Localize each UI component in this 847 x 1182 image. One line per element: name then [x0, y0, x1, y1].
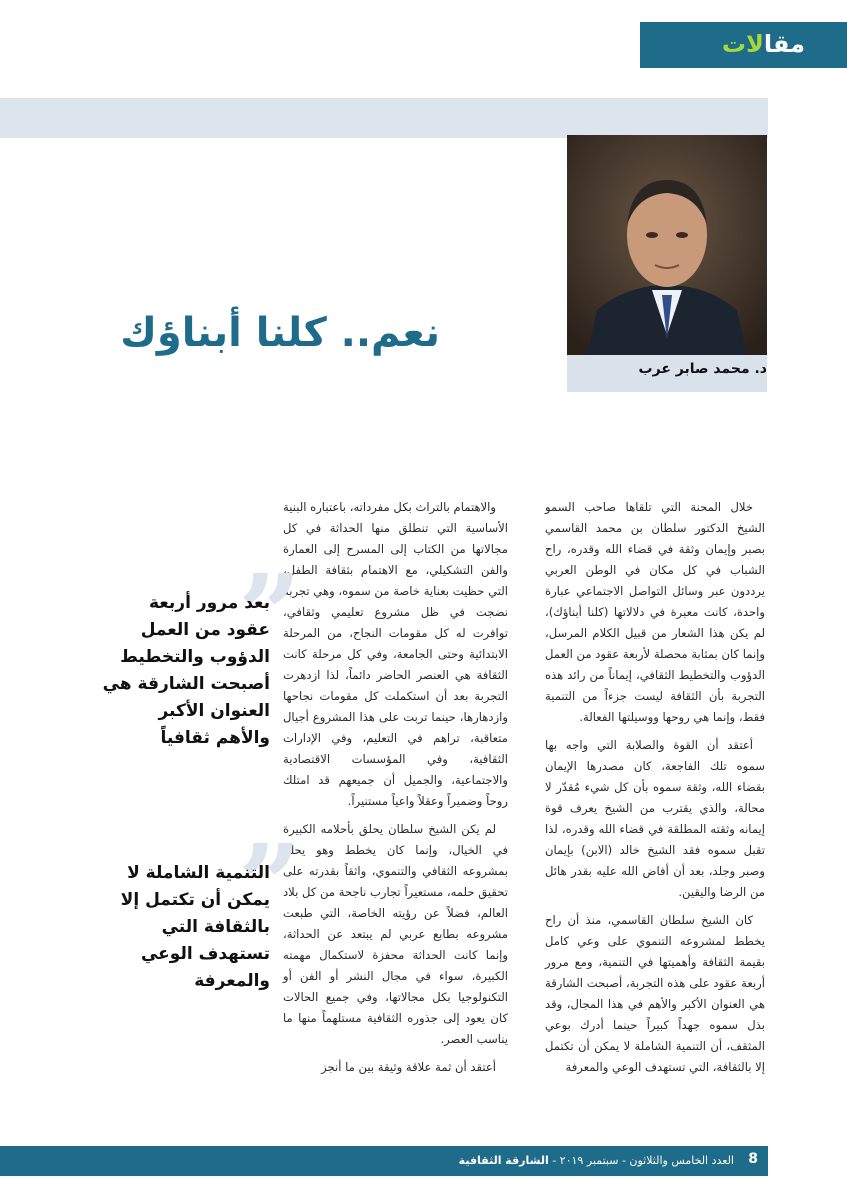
section-label-accent: لات: [721, 30, 764, 58]
section-label-main: مقا: [763, 30, 805, 58]
paragraph: كان الشيخ سلطان القاسمي، منذ أن راح يخطط لمشروعه التنموي على وعي كامل بقيمة الثقافة وأهميتها في التنمية، ومع مرور أربعة عقود على هذه التجربة، أصبحت الشارقة هي العنوان الأكبر والأهم في هذا المجال، وقد بذل سموه جهداً كبيراً حينما أدرك بوعي المثقف، أن التنمية الشاملة لا يمكن أن تكتمل إلا بالثقافة، التي تستهدف الوعي والمعرفة: [545, 913, 765, 1074]
paragraph: خلال المحنة التي تلقاها صاحب السمو الشيخ الدكتور سلطان بن محمد القاسمي بصبر وإيمان وثقة في قضاء الله وقدره، راح الشباب في كل مكان في الوطن العربي يرددون عبر وسائل التواصل الاجتماعي عبارة واحدة، كانت معبرة في دلالاتها (كلنا أبناؤك)، لم يكن هذا الشعار من قبيل الكلام المرسل، وإنما كان بمثابة محصلة لأربعة عقود من العمل الدؤوب والتخطيط الثقافي، إيماناً من رائد هذه التجربة بأن الثقافة ليست جزءاً من التنمية فقط، وإنما هي روحها ووسيلتها الفعالة.: [545, 500, 765, 724]
paragraph: والاهتمام بالتراث بكل مفرداته، باعتباره البنية الأساسية التي تنطلق منها الحداثة في كل مجالاتها من الكتاب إلى المسرح إلى العمارة والفن التشكيلي، مع الاهتمام بثقافة الطفل، التي حظيت بعناية خاصة من سموه، وهي تجربة نضجت في ظل مشروع تعليمي وثقافي، توافرت له كل مقومات النجاح، من المرحلة الابتدائية وحتى الجامعة، وفي كل مرحلة كانت الثقافة هي العنصر الحاضر دائماً، لذا ازدهرت التجربة بعد أن استكملت كل مقومات نجاحها وازدهارها، حينما تربت على هذا المشروع أجيال متعاقبة، تراهم في التعليم، وفي الإدارات الثقافية، وفي المؤسسات الاقتصادية والاجتماعية، والجميل أن جميعهم قد امتلك روحاً وضميراً وعقلاً واعياً مستنيراً.: [282, 500, 508, 808]
issue-info: [459, 1154, 734, 1167]
article-headline: نعم.. كلنا أبناؤك: [120, 310, 440, 356]
pull-quote: بعد مرور أربعة عقود من العمل الدؤوب والتخطيط أصبحت الشارقة هي العنوان الأكبر والأهم ثقافياً: [102, 593, 270, 748]
portrait-illustration: [567, 135, 767, 355]
section-label: [722, 30, 805, 58]
paragraph: أعتقد أن ثمة علاقة وثيقة بين ما أنجز: [321, 1060, 496, 1074]
issue-text: العدد الخامس والثلاثون - سبتمبر ٢٠١٩ -: [552, 1154, 734, 1167]
quote-mark-icon: ”: [238, 820, 302, 949]
author-name: د. محمد صابر عرب: [638, 361, 767, 377]
page-footer: [0, 1146, 768, 1176]
paragraph: أعتقد أن القوة والصلابة التي واجه بها سموه تلك الفاجعة، كان مصدرها الإيمان بقضاء الله، وثقة سموه بأن كل شيء مُقدّر لا محالة، والذي يقترب من الشيخ يعرف قوة إيمانه وثقته المطلقة في قضاء الله وقدره، لذا تقبل سموه فقد الشيخ خالد (الابن) بإيمان وصبر وجلد، بعد أن أفاض الله عليه بقدر هائل من الرضا واليقين.: [545, 738, 765, 899]
paragraph: لم يكن الشيخ سلطان يحلق بأحلامه الكبيرة في الخيال، وإنما كان يخطط وهو يحلم بمشروعه الثقافي والتنموي، واثقاً بقدرته على تحقيق حلمه، مستعيراً تجارب ناجحة من كل بلاد العالم، فضلاً عن رؤيته الخاصة، التي طبعت مشروعه بطابع عربي لم يبتعد عن الحداثة، وإنما كانت الحداثة محفزة لاستكمال مهمته الكبيرة، سواء في مجال النشر أو الفن أو التكنولوجيا بكل مجالاتها، وفي جميع الحالات كان يعود إلى جذوره الثقافية مستلهماً منها ما يناسب العصر.: [283, 822, 508, 1046]
section-tab: [640, 22, 847, 68]
quote-mark-icon: ”: [238, 550, 302, 679]
page-number: 8: [748, 1151, 758, 1167]
article-column-right: [545, 497, 765, 1085]
article-column-left: [283, 497, 508, 1085]
header-band: [0, 98, 768, 138]
author-photo: [567, 135, 767, 355]
pull-quote: التنمية الشاملة لا يمكن أن تكتمل إلا بالثقافة التي تستهدف الوعي والمعرفة: [120, 863, 270, 991]
magazine-brand: الشارقة الثقافية: [458, 1154, 549, 1167]
